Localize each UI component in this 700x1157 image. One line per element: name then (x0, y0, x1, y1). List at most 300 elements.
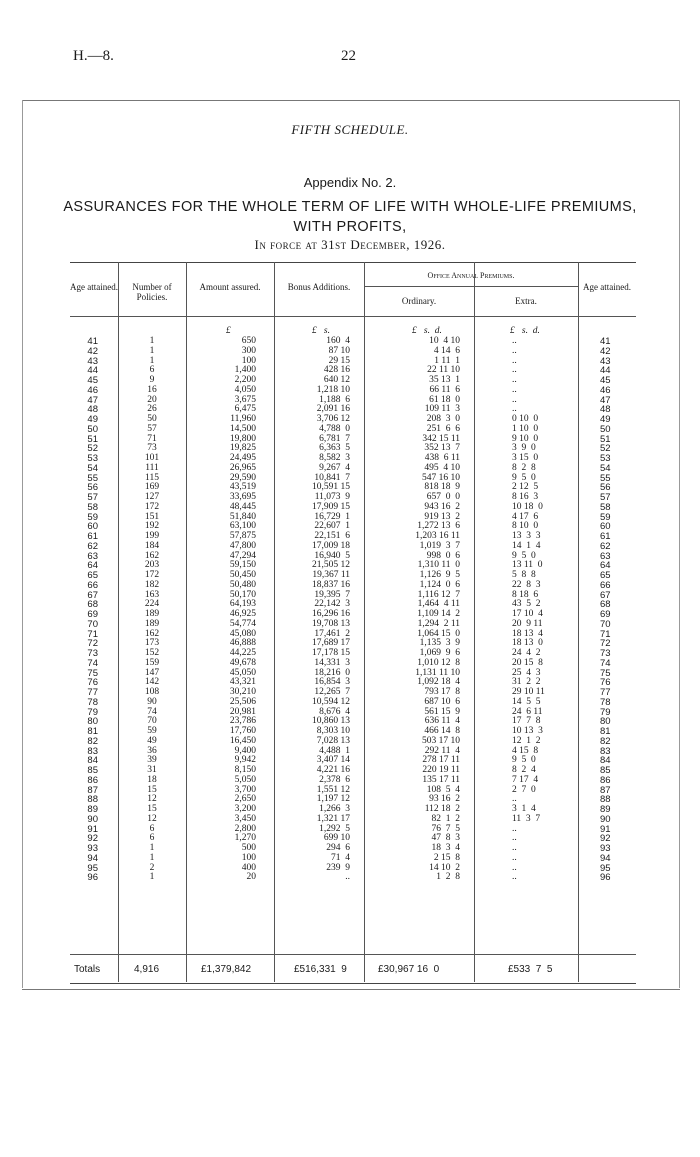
cell-number-of-policies: 101 (144, 453, 160, 463)
cell-number-of-policies: 12 (147, 794, 157, 805)
cell-age: 76 (87, 677, 98, 689)
cell-number-of-policies: 108 (144, 687, 160, 697)
cell-ordinary-premium: 14 10 2 (429, 862, 460, 873)
unit-ordinary: £ s. d. (412, 326, 442, 336)
cell-extra-premium: 10 13 3 (512, 726, 543, 736)
cell-number-of-policies: 173 (144, 638, 160, 649)
cell-amount-assured: 5,050 (234, 774, 256, 785)
cell-age: 93 (87, 843, 98, 854)
cell-age-right: 55 (600, 472, 611, 484)
cell-bonus-additions: 1,292 5 (319, 823, 350, 834)
cell-age: 90 (87, 813, 98, 825)
cell-ordinary-premium: 278 17 11 (422, 755, 460, 766)
cell-amount-assured: 50,480 (229, 579, 256, 590)
cell-age-right: 41 (600, 336, 611, 347)
cell-age-right: 82 (600, 735, 611, 747)
column-age-attained (70, 337, 98, 883)
cell-age-right: 77 (600, 687, 611, 698)
cell-extra-premium: 14 1 4 (512, 540, 541, 551)
cell-age: 46 (87, 384, 98, 396)
cell-amount-assured: 20,981 (229, 706, 256, 717)
cell-bonus-additions: 19,367 11 (312, 570, 350, 580)
cell-number-of-policies: 16 (147, 384, 157, 395)
cell-bonus-additions: 4,221 16 (316, 765, 350, 775)
cell-age: 87 (87, 784, 98, 796)
cell-amount-assured: 9,942 (234, 755, 256, 766)
cell-ordinary-premium: 687 10 6 (424, 696, 460, 707)
cell-ordinary-premium: 1,464 4 11 (417, 599, 460, 610)
cell-extra-premium: 8 2 4 (512, 765, 536, 775)
cell-bonus-additions: 18,216 0 (314, 667, 350, 678)
cell-bonus-additions: 1,551 12 (316, 784, 350, 795)
cell-age-right: 74 (600, 657, 611, 669)
cell-extra-premium: .. (512, 833, 517, 844)
cell-age: 52 (87, 443, 98, 455)
cell-number-of-policies: 12 (147, 813, 157, 824)
cell-amount-assured: 45,080 (229, 628, 256, 639)
cell-bonus-additions: 71 4 (331, 852, 350, 863)
cell-age: 81 (87, 726, 98, 737)
cell-extra-premium: .. (512, 823, 517, 834)
cell-age: 45 (87, 375, 98, 386)
header-age-attained-right: Age attained. (583, 282, 631, 292)
cell-amount-assured: 54,774 (229, 618, 256, 629)
cell-age: 85 (87, 765, 98, 776)
cell-extra-premium: 29 10 11 (512, 687, 545, 697)
table-subtitle: In force at 31st December, 1926. (254, 237, 446, 252)
cell-amount-assured: 1,400 (234, 365, 256, 376)
cell-extra-premium: 18 13 4 (512, 628, 543, 639)
cell-ordinary-premium: 1,116 12 7 (417, 589, 460, 600)
cell-age: 54 (87, 462, 98, 474)
header-ordinary: Ordinary. (401, 296, 437, 306)
cell-age-right: 44 (600, 365, 611, 377)
cell-age-right: 45 (600, 375, 611, 386)
cell-extra-premium: .. (512, 852, 517, 863)
cell-extra-premium: .. (512, 355, 517, 366)
cell-number-of-policies: 159 (144, 657, 160, 668)
cell-age: 65 (87, 570, 98, 581)
cell-number-of-policies: 151 (144, 511, 160, 522)
cell-bonus-additions: 16,729 1 (314, 511, 350, 522)
cell-bonus-additions: 1,188 6 (319, 394, 350, 405)
cell-ordinary-premium: 793 17 8 (424, 687, 460, 697)
cell-age-right: 83 (600, 745, 611, 757)
cell-age: 56 (87, 482, 98, 494)
header-bonus-additions: Bonus Additions. (287, 282, 351, 292)
cell-age: 92 (87, 833, 98, 845)
cell-bonus-additions: 4,788 0 (319, 423, 350, 434)
unit-extra: £ s. d. (510, 326, 540, 336)
cell-ordinary-premium: 35 13 1 (429, 375, 460, 385)
cell-age-right: 90 (600, 813, 611, 825)
cell-age-right: 92 (600, 833, 611, 845)
cell-bonus-additions: 1,321 17 (316, 813, 350, 824)
cell-ordinary-premium: 438 6 11 (424, 453, 460, 463)
cell-age: 55 (87, 472, 98, 484)
cell-age-right: 64 (600, 560, 611, 572)
cell-amount-assured: 300 (241, 345, 256, 356)
column-age-attained-right (600, 337, 630, 883)
cell-age-right: 85 (600, 765, 611, 776)
cell-amount-assured: 17,760 (229, 726, 256, 736)
cell-ordinary-premium: 22 11 10 (427, 365, 460, 376)
cell-number-of-policies: 192 (144, 521, 160, 532)
cell-age: 60 (87, 521, 98, 533)
cell-number-of-policies: 111 (145, 462, 159, 473)
cell-ordinary-premium: 1,135 3 9 (419, 638, 460, 649)
cell-age-right: 47 (600, 394, 611, 406)
frame-left-border (22, 100, 23, 988)
cell-number-of-policies: 59 (147, 726, 157, 736)
cell-number-of-policies: 71 (147, 433, 157, 444)
cell-ordinary-premium: 998 0 6 (426, 550, 460, 561)
cell-extra-premium: 25 4 3 (512, 667, 541, 678)
cell-number-of-policies: 39 (147, 755, 157, 766)
cell-amount-assured: 45,050 (229, 667, 256, 678)
cell-age-right: 96 (600, 872, 611, 884)
cell-amount-assured: 2,200 (234, 375, 256, 385)
cell-amount-assured: 20 (246, 872, 256, 883)
cell-age: 73 (87, 648, 98, 659)
cell-bonus-additions: 1,266 3 (319, 804, 350, 814)
cell-amount-assured: 3,700 (234, 784, 256, 795)
cell-number-of-policies: 224 (144, 599, 160, 610)
cell-bonus-additions: 699 10 (323, 833, 350, 844)
cell-extra-premium: 10 18 0 (512, 501, 543, 512)
cell-age-right: 91 (600, 823, 611, 835)
column-extra-premiums (512, 337, 574, 883)
cell-ordinary-premium: 112 18 2 (424, 804, 460, 814)
cell-age-right: 48 (600, 404, 611, 416)
cell-number-of-policies: 147 (144, 667, 160, 678)
cell-bonus-additions: 87 10 (328, 345, 350, 356)
cell-ordinary-premium: 1,124 0 6 (419, 579, 460, 590)
cell-age-right: 43 (600, 355, 611, 367)
cell-age-right: 89 (600, 804, 611, 815)
cell-number-of-policies: 189 (144, 609, 160, 619)
cell-extra-premium: 8 18 6 (512, 589, 539, 600)
cell-ordinary-premium: 1,109 14 2 (417, 609, 460, 619)
cell-bonus-additions: 160 4 (326, 336, 350, 346)
cell-amount-assured: 48,445 (229, 501, 256, 512)
cell-age: 94 (87, 852, 98, 864)
cell-amount-assured: 59,150 (229, 560, 256, 571)
cell-bonus-additions: 1,197 12 (316, 794, 350, 805)
cell-extra-premium: .. (512, 375, 517, 385)
cell-number-of-policies: 90 (147, 696, 157, 707)
cell-age-right: 76 (600, 677, 611, 689)
cell-ordinary-premium: 220 19 11 (422, 765, 460, 775)
cell-ordinary-premium: 919 13 2 (424, 511, 460, 522)
premiums-header-rule (364, 286, 578, 287)
cell-number-of-policies: 2 (149, 862, 155, 873)
cell-ordinary-premium: 1,203 16 11 (415, 531, 460, 541)
cell-number-of-policies: 172 (144, 501, 160, 512)
cell-age-right: 88 (600, 794, 611, 806)
table-title: ASSURANCES FOR THE WHOLE TERM OF LIFE WITH WHOLE-LIFE PREMIUMS, WITH PROFITS, (63, 199, 637, 235)
cell-age: 66 (87, 579, 98, 591)
cell-age-right: 59 (600, 511, 611, 523)
cell-extra-premium: .. (512, 404, 517, 415)
cell-number-of-policies: 70 (147, 716, 157, 727)
cell-age-right: 67 (600, 589, 611, 601)
cell-extra-premium: .. (512, 336, 517, 346)
cell-number-of-policies: 74 (147, 706, 157, 717)
cell-number-of-policies: 189 (144, 618, 160, 629)
cell-number-of-policies: 162 (144, 628, 160, 639)
cell-age: 51 (87, 433, 98, 445)
cell-amount-assured: 23,786 (229, 716, 256, 727)
cell-age-right: 52 (600, 443, 611, 455)
cell-age-right: 93 (600, 843, 611, 854)
cell-amount-assured: 650 (241, 336, 256, 346)
cell-age-right: 73 (600, 648, 611, 659)
total-bonus-additions: £516,331 9 (294, 964, 347, 975)
cell-number-of-policies: 1 (149, 852, 155, 863)
cell-extra-premium: 5 8 8 (512, 570, 536, 580)
cell-number-of-policies: 127 (144, 492, 160, 502)
cell-bonus-additions: .. (345, 872, 350, 883)
cell-age: 57 (87, 492, 98, 503)
cell-bonus-additions: 3,706 12 (316, 414, 350, 424)
cell-number-of-policies: 6 (149, 365, 155, 376)
cell-ordinary-premium: 10 4 10 (429, 336, 460, 346)
cell-ordinary-premium: 93 16 2 (429, 794, 460, 805)
cell-bonus-additions: 22,142 3 (314, 599, 350, 610)
cell-age-right: 94 (600, 852, 611, 864)
cell-age-right: 49 (600, 414, 611, 425)
cell-extra-premium: 17 7 8 (512, 716, 541, 727)
cell-ordinary-premium: 352 13 7 (424, 443, 460, 454)
cell-ordinary-premium: 943 16 2 (424, 501, 460, 512)
cell-number-of-policies: 49 (147, 735, 157, 746)
cell-extra-premium: 14 5 5 (512, 696, 541, 707)
cell-bonus-additions: 21,505 12 (312, 560, 350, 571)
cell-age: 72 (87, 638, 98, 650)
cell-age-right: 78 (600, 696, 611, 708)
cell-bonus-additions: 16,940 5 (314, 550, 350, 561)
cell-bonus-additions: 19,708 13 (312, 618, 350, 629)
cell-age: 91 (87, 823, 98, 835)
cell-age: 42 (87, 345, 98, 357)
cell-bonus-additions: 10,591 15 (312, 482, 350, 493)
cell-amount-assured: 50,450 (229, 570, 256, 580)
cell-amount-assured: 29,590 (229, 472, 256, 483)
cell-bonus-additions: 3,407 14 (316, 755, 350, 766)
cell-ordinary-premium: 18 3 4 (431, 843, 460, 853)
cell-amount-assured: 1,270 (234, 833, 256, 844)
cell-bonus-additions: 4,488 1 (319, 745, 350, 756)
cell-ordinary-premium: 82 1 2 (431, 813, 460, 824)
total-ordinary-premiums: £30,967 16 0 (378, 964, 440, 975)
appendix-heading: Appendix No. 2. (303, 175, 397, 190)
cell-age: 83 (87, 745, 98, 757)
cell-amount-assured: 3,200 (234, 804, 256, 814)
cell-ordinary-premium: 466 14 8 (424, 726, 460, 736)
cell-extra-premium: 13 11 0 (512, 560, 543, 571)
cell-extra-premium: 20 9 11 (512, 618, 543, 629)
cell-ordinary-premium: 342 15 11 (422, 433, 460, 444)
cell-bonus-additions: 22,607 1 (314, 521, 350, 532)
cell-age: 47 (87, 394, 98, 406)
cell-bonus-additions: 1,218 10 (316, 384, 350, 395)
cell-age: 68 (87, 599, 98, 611)
cell-age: 61 (87, 531, 98, 542)
cell-extra-premium: 13 3 3 (512, 531, 541, 541)
cell-bonus-additions: 17,909 15 (312, 501, 350, 512)
cell-ordinary-premium: 636 11 4 (424, 716, 460, 727)
cell-extra-premium: .. (512, 794, 517, 805)
cell-ordinary-premium: 818 18 9 (424, 482, 460, 493)
cell-age: 80 (87, 716, 98, 728)
cell-age-right: 66 (600, 579, 611, 591)
cell-extra-premium: 9 5 0 (512, 755, 536, 766)
cell-number-of-policies: 184 (144, 540, 160, 551)
cell-age-right: 61 (600, 531, 611, 542)
cell-age-right: 62 (600, 540, 611, 552)
cell-age: 96 (87, 872, 98, 884)
cell-ordinary-premium: 657 0 0 (426, 492, 460, 502)
cell-bonus-additions: 17,178 15 (312, 648, 350, 658)
cell-ordinary-premium: 61 18 0 (429, 394, 460, 405)
cell-ordinary-premium: 292 11 4 (424, 745, 460, 756)
cell-ordinary-premium: 108 5 4 (426, 784, 460, 795)
cell-ordinary-premium: 503 17 10 (422, 735, 460, 746)
cell-age: 74 (87, 657, 98, 669)
cell-extra-premium: 7 17 4 (512, 774, 539, 785)
cell-bonus-additions: 16,296 16 (312, 609, 350, 619)
header-extra: Extra. (515, 296, 537, 306)
unit-bonus: £ s. (312, 326, 330, 336)
cell-amount-assured: 9,400 (234, 745, 256, 756)
cell-amount-assured: 500 (241, 843, 256, 853)
cell-age: 62 (87, 540, 98, 552)
cell-number-of-policies: 1 (149, 336, 155, 346)
cell-amount-assured: 4,050 (234, 384, 256, 395)
cell-bonus-additions: 14,331 3 (314, 657, 350, 668)
unit-amount: £ (226, 326, 231, 336)
cell-number-of-policies: 6 (149, 823, 155, 834)
cell-number-of-policies: 169 (144, 482, 160, 493)
cell-extra-premium: 18 13 0 (512, 638, 543, 649)
cell-age-right: 42 (600, 345, 611, 357)
cell-amount-assured: 16,450 (229, 735, 256, 746)
cell-extra-premium: 3 15 0 (512, 453, 539, 463)
cell-bonus-additions: 17,009 18 (312, 540, 350, 551)
cell-age: 44 (87, 365, 98, 377)
cell-number-of-policies: 163 (144, 589, 160, 600)
cell-amount-assured: 100 (241, 355, 256, 366)
header-bottom-rule (70, 316, 636, 317)
schedule-title: FIFTH SCHEDULE. (291, 122, 409, 137)
cell-extra-premium: .. (512, 345, 517, 356)
total-extra-premiums: £533 7 5 (508, 964, 553, 975)
cell-extra-premium: 43 5 2 (512, 599, 541, 610)
cell-amount-assured: 64,193 (229, 599, 256, 610)
cell-age-right: 95 (600, 862, 611, 874)
document-reference: H.—8. (73, 48, 114, 64)
frame-right-border (679, 100, 680, 988)
cell-age: 67 (87, 589, 98, 601)
cell-age: 43 (87, 355, 98, 367)
cell-extra-premium: .. (512, 872, 517, 883)
cell-bonus-additions: 8,303 10 (316, 726, 350, 736)
cell-age: 79 (87, 706, 98, 718)
cell-extra-premium: 9 5 0 (512, 550, 536, 561)
cell-age: 53 (87, 453, 98, 464)
cell-age-right: 86 (600, 774, 611, 786)
cell-age: 78 (87, 696, 98, 708)
cell-number-of-policies: 9 (149, 375, 155, 385)
cell-ordinary-premium: 109 11 3 (424, 404, 460, 415)
cell-amount-assured: 26,965 (229, 462, 256, 473)
cell-ordinary-premium: 1,092 18 4 (417, 677, 460, 688)
cell-bonus-additions: 294 6 (326, 843, 350, 853)
cell-extra-premium: 8 16 3 (512, 492, 539, 502)
cell-number-of-policies: 1 (149, 843, 155, 853)
cell-age-right: 69 (600, 609, 611, 620)
cell-amount-assured: 100 (241, 852, 256, 863)
column-bonus-additions (274, 337, 350, 883)
cell-amount-assured: 46,925 (229, 609, 256, 619)
cell-age-right: 58 (600, 501, 611, 513)
cell-age: 50 (87, 423, 98, 435)
cell-ordinary-premium: 1,064 15 0 (417, 628, 460, 639)
cell-age-right: 63 (600, 550, 611, 562)
cell-number-of-policies: 162 (144, 550, 160, 561)
cell-bonus-additions: 640 12 (323, 375, 350, 385)
cell-age: 64 (87, 560, 98, 572)
cell-age: 86 (87, 774, 98, 786)
column-rule (578, 262, 579, 982)
cell-number-of-policies: 199 (144, 531, 160, 541)
column-number-of-policies (118, 337, 186, 883)
cell-number-of-policies: 73 (147, 443, 157, 454)
cell-age-right: 65 (600, 570, 611, 581)
cell-number-of-policies: 6 (149, 833, 155, 844)
cell-number-of-policies: 142 (144, 677, 160, 688)
cell-bonus-additions: 9,267 4 (319, 462, 350, 473)
cell-amount-assured: 30,210 (229, 687, 256, 697)
cell-amount-assured: 50,170 (229, 589, 256, 600)
cell-bonus-additions: 6,781 7 (319, 433, 350, 444)
cell-extra-premium: .. (512, 862, 517, 873)
cell-bonus-additions: 10,841 7 (314, 472, 350, 483)
cell-bonus-additions: 2,378 6 (319, 774, 350, 785)
page-number: 22 (341, 48, 356, 64)
cell-number-of-policies: 152 (144, 648, 160, 658)
cell-extra-premium: 3 1 4 (512, 804, 536, 814)
cell-extra-premium: 20 15 8 (512, 657, 543, 668)
cell-bonus-additions: 29 15 (328, 355, 350, 366)
cell-age: 75 (87, 667, 98, 679)
cell-number-of-policies: 182 (144, 579, 160, 590)
cell-ordinary-premium: 1,294 2 11 (417, 618, 460, 629)
cell-ordinary-premium: 1,010 12 8 (417, 657, 460, 668)
cell-age: 41 (87, 336, 98, 347)
cell-age: 71 (87, 628, 98, 640)
cell-age: 70 (87, 618, 98, 630)
cell-number-of-policies: 1 (149, 872, 155, 883)
cell-age: 77 (87, 687, 98, 698)
cell-age-right: 51 (600, 433, 611, 445)
cell-amount-assured: 43,321 (229, 677, 256, 688)
cell-age-right: 56 (600, 482, 611, 494)
cell-number-of-policies: 26 (147, 404, 157, 415)
cell-bonus-additions: 428 16 (323, 365, 350, 376)
cell-age-right: 46 (600, 384, 611, 396)
